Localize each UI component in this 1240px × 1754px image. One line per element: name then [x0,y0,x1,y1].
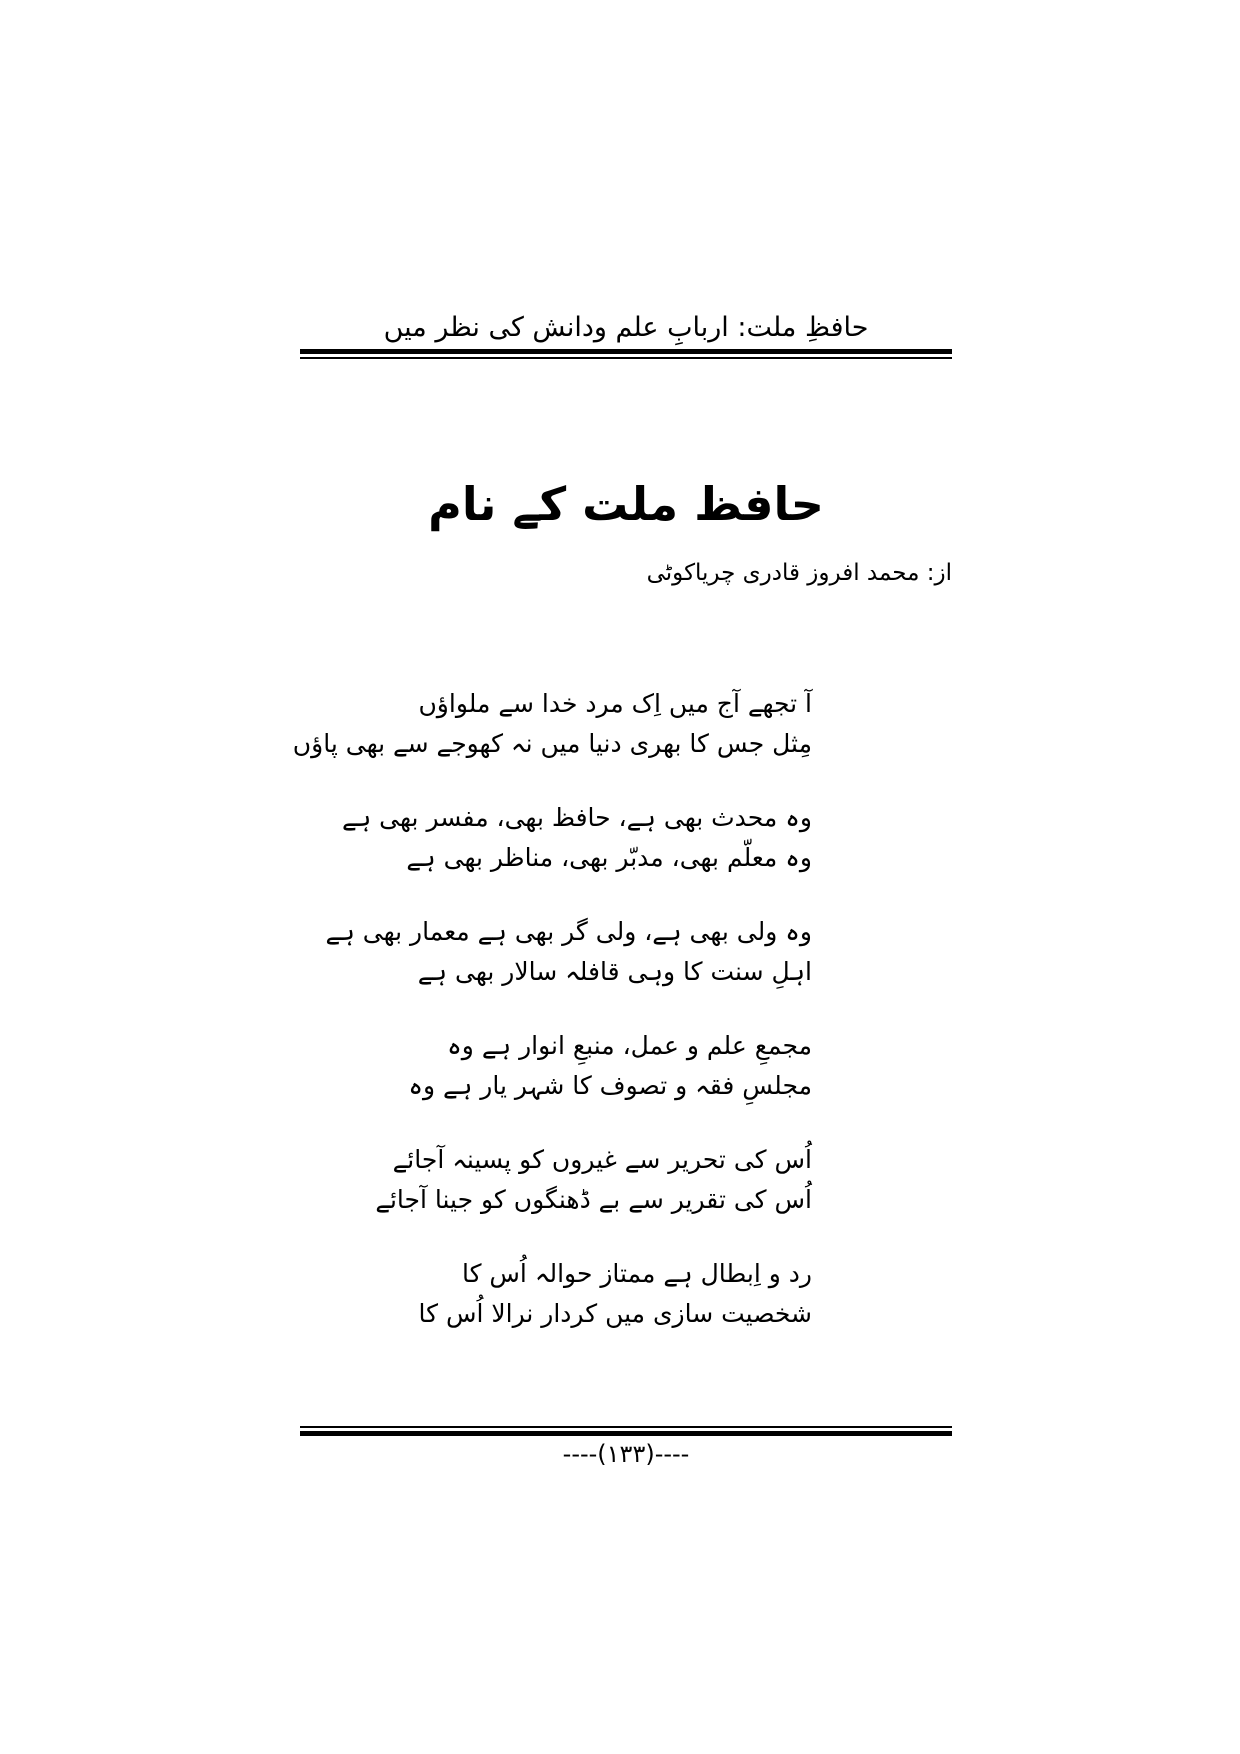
footer-rule-thick [300,1431,952,1436]
running-header: حافظِ ملت: اربابِ علم ودانش کی نظر میں [383,312,869,343]
page-number: ----(۱۳۳)---- [562,1440,690,1468]
verse-line: مجلسِ فقہ و تصوف کا شہر یار ہے وہ [408,1071,812,1100]
stanza-6 [418,1254,812,1334]
verse-line: اُس کی تقریر سے بے ڈھنگوں کو جینا آجائے [375,1185,812,1214]
poem-byline: از: محمد افروز قادری چریاکوٹی [646,560,952,586]
verse-line: مجمعِ علم و عمل، منبعِ انوار ہے وہ [447,1031,812,1060]
verse-line: مِثل جس کا بھری دنیا میں نہ کھوجے سے بھی پاؤں [292,729,812,758]
header-double-rule [300,349,952,359]
poem-title: حافظ ملت کے نام [428,477,824,531]
verse-line: اہلِ سنت کا وہی قافلہ سالار بھی ہے [417,957,812,986]
stanza-4 [408,1026,812,1106]
verse-line: وہ ولی بھی ہے، ولی گر بھی ہے معمار بھی ہے [325,917,812,946]
verse-line: شخصیت سازی میں کردار نرالا اُس کا [418,1299,812,1328]
stanza-5 [375,1140,812,1220]
verse-line: وہ معلّم بھی، مدبّر بھی، مناظر بھی ہے [406,843,812,872]
verse-line: اُس کی تحریر سے غیروں کو پسینہ آجائے [392,1145,812,1174]
stanza-1 [292,684,812,764]
stanza-3 [325,912,812,992]
verse-line: رد و اِبطال ہے ممتاز حوالہ اُس کا [461,1259,812,1288]
header-rule-thin [300,357,952,359]
poem-body [292,684,812,1368]
verse-line: وہ محدث بھی ہے، حافظ بھی، مفسر بھی ہے [341,803,812,832]
stanza-2 [341,798,812,878]
footer-double-rule [300,1426,952,1436]
verse-line: آ تجھے آج میں اِک مرد خدا سے ملواؤں [418,689,812,718]
